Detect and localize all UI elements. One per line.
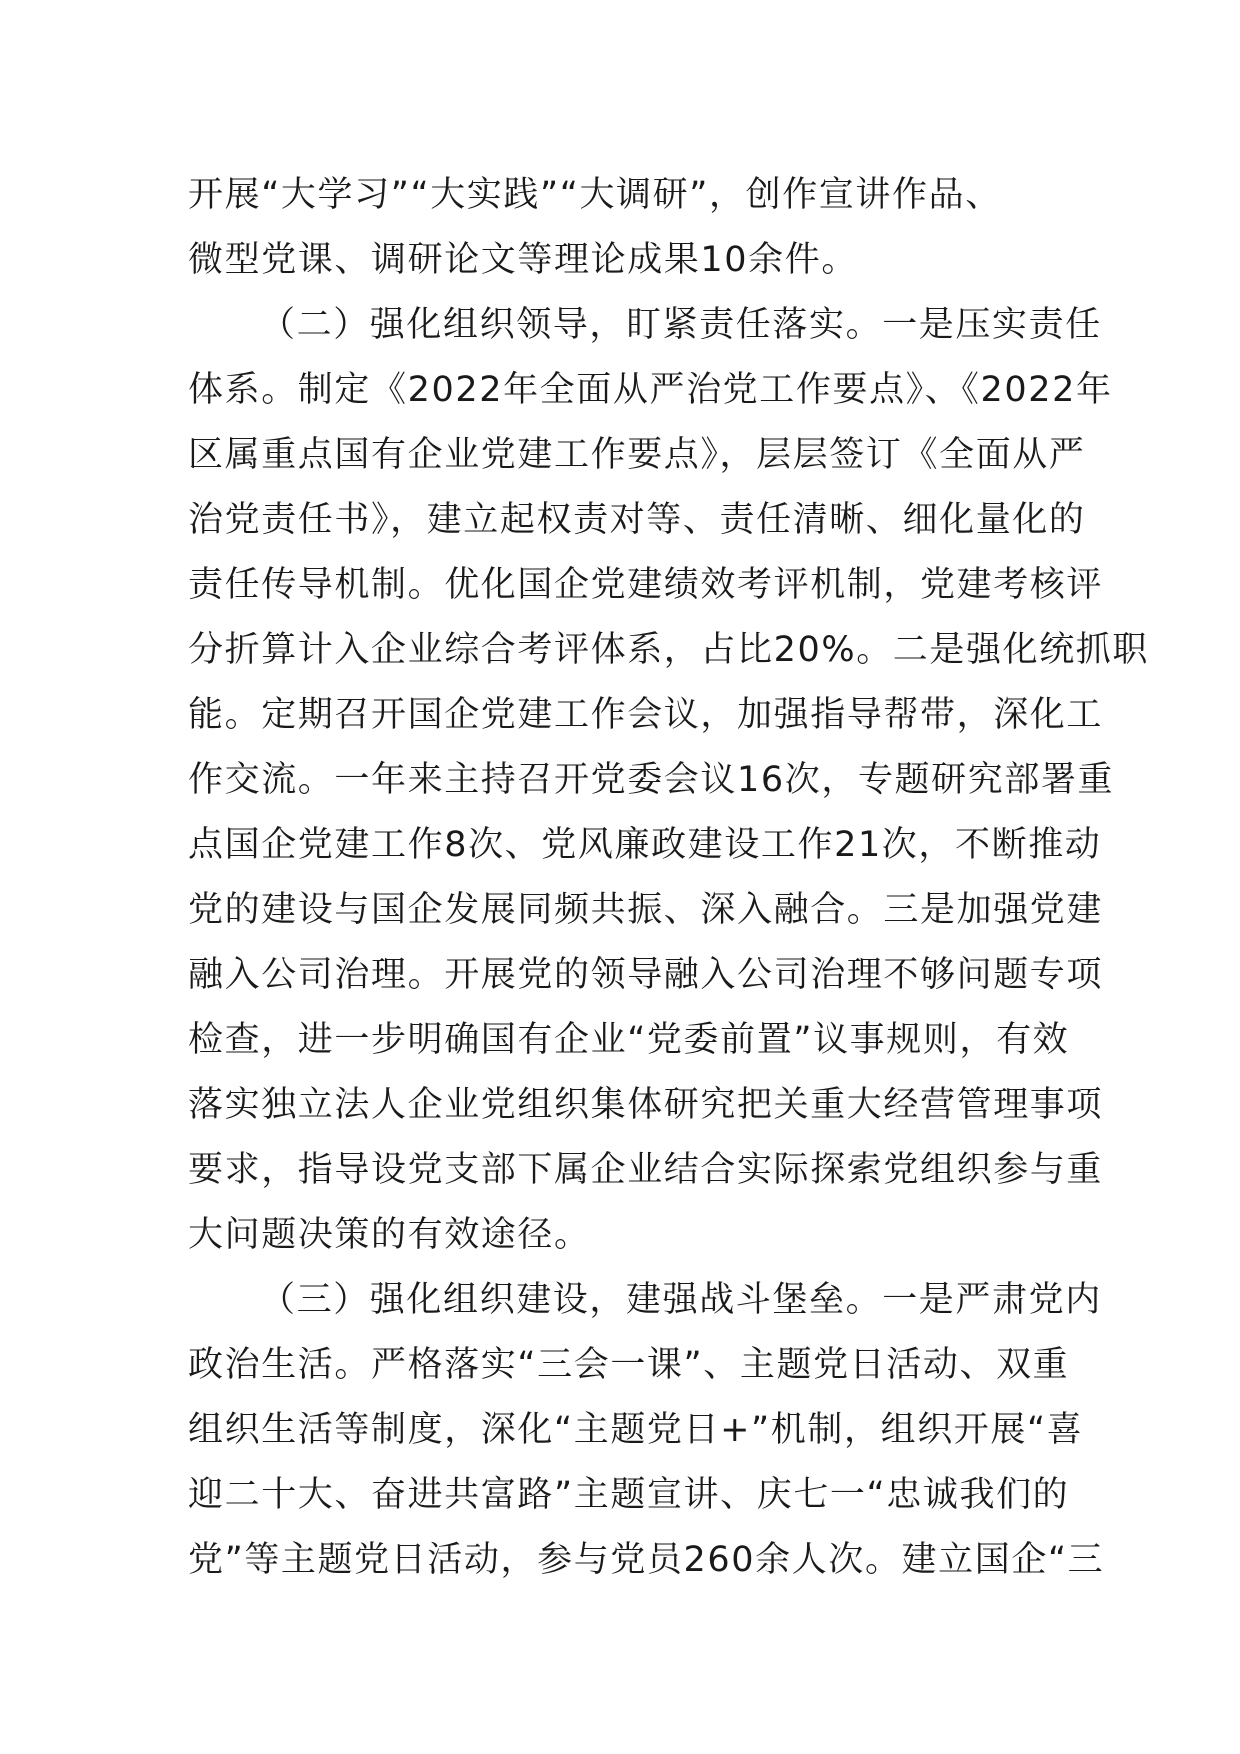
text-line: 点国企党建工作8次、党风廉政建设工作21次，不断推动	[188, 825, 1102, 865]
text-line: 融入公司治理。开展党的领导融入公司治理不够问题专项	[188, 955, 1104, 995]
section-heading-line: （二）强化组织领导，盯紧责任落实。一是压实责任	[260, 305, 1102, 345]
text-line: 能。定期召开国企党建工作会议，加强指导帮带，深化工	[188, 695, 1104, 735]
text-line: 党的建设与国企发展同频共振、深入融合。三是加强党建	[188, 890, 1104, 930]
text-line: 区属重点国有企业党建工作要点》，层层签订《全面从严	[188, 435, 1086, 475]
text-line: 党”等主题党日活动，参与党员260余人次。建立国企“三	[188, 1540, 1105, 1580]
text-line: 微型党课、调研论文等理论成果10余件。	[188, 240, 858, 280]
text-line: 要求，指导设党支部下属企业结合实际探索党组织参与重	[188, 1150, 1104, 1190]
text-line: 责任传导机制。优化国企党建绩效考评机制，党建考核评	[188, 565, 1104, 605]
text-line: 治党责任书》，建立起权责对等、责任清晰、细化量化的	[188, 500, 1086, 540]
text-line: 政治生活。严格落实“三会一课”、主题党日活动、双重	[188, 1345, 1070, 1385]
body-text	[188, 163, 1149, 1593]
section-heading-line: （三）强化组织建设，建强战斗堡垒。一是严肃党内	[260, 1280, 1102, 1320]
text-line: 分折算计入企业综合考评体系，占比20%。二是强化统抓职	[188, 630, 1149, 670]
text-line: 体系。制定《2022年全面从严治党工作要点》、《2022年	[188, 370, 1113, 410]
text-line: 检查，进一步明确国有企业“党委前置”议事规则，有效	[188, 1020, 1070, 1060]
text-line: 大问题决策的有效途径。	[188, 1215, 591, 1255]
text-line: 落实独立法人企业党组织集体研究把关重大经营管理事项	[188, 1085, 1104, 1125]
text-line: 组织生活等制度，深化“主题党日+”机制，组织开展“喜	[188, 1410, 1084, 1450]
text-line: 迎二十大、奋进共富路”主题宣讲、庆七一“忠诚我们的	[188, 1475, 1070, 1515]
text-line: 作交流。一年来主持召开党委会议16次，专题研究部署重	[188, 760, 1115, 800]
text-line: 开展“大学习”“大实践”“大调研”，创作宣讲作品、	[188, 175, 1002, 215]
